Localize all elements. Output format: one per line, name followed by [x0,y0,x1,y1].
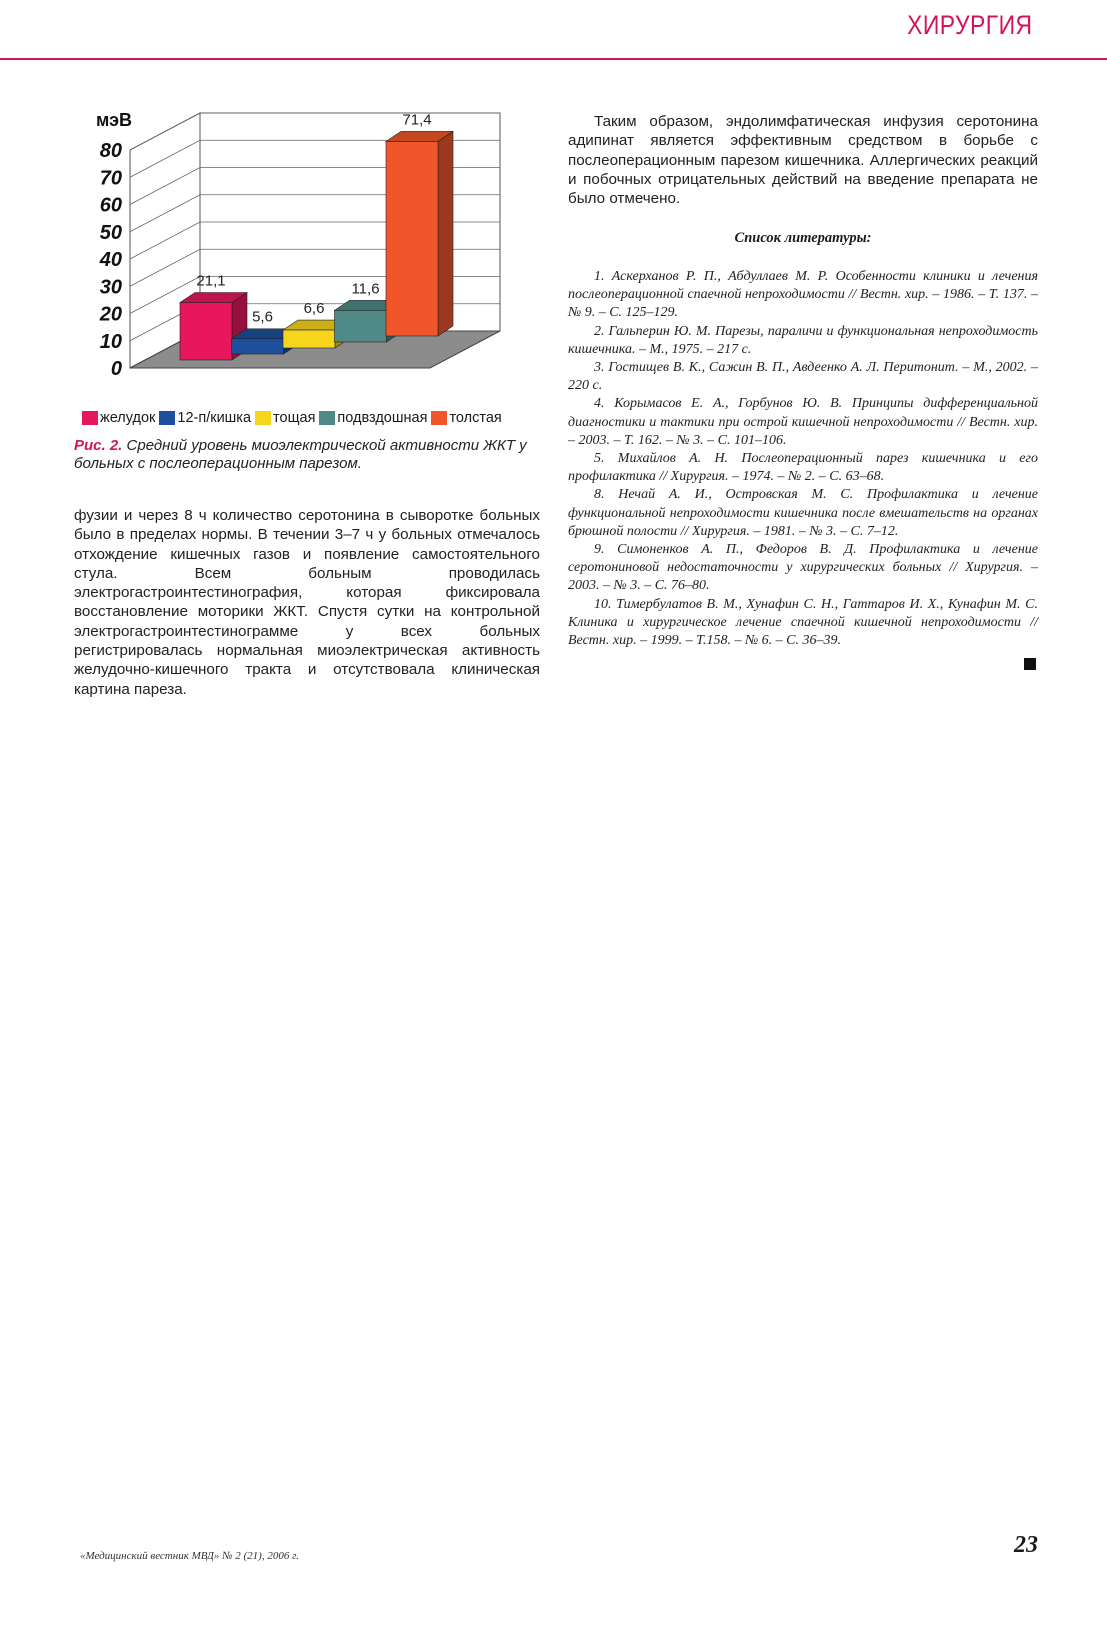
bar-value-label: 71,4 [402,111,432,129]
reference-item: 3. Гостищев В. К., Сажин В. П., Авдеенко А. Л. Перитонит. – М., 2002. – 220 с. [568,360,1038,394]
bar-value-label: 6,6 [303,300,325,318]
bar-chart [70,110,540,405]
reference-item: 8. Нечай А. И., Островская М. С. Профилактика и лечение функциональной непроходимости кишечника после вмешательств на органах брюшной полости // Хирургия. – 1981. – № 3. – С. 7–12. [568,487,1038,539]
legend-label: тощая [273,410,316,426]
bar-front [232,339,284,354]
y-tick-label: 20 [99,303,122,326]
page-number: 23 [1014,1532,1038,1558]
figure-caption-text: Средний уровень миоэлектрической активности ЖКТ у больных с послеоперационным парезом. [74,437,527,472]
legend-swatch [319,411,335,425]
legend-item [319,410,427,426]
legend-label: подвздошная [337,410,428,426]
legend-label: толстая [449,410,502,426]
y-tick-label: 60 [99,194,122,217]
figure-caption [74,437,550,473]
footer-journal: «Медицинский вестник МВД» № 2 (21), 2006 г. [80,1550,299,1562]
header-rule [0,58,1107,60]
y-tick-label: 40 [99,249,122,271]
bar-side [438,131,453,336]
legend-item [82,410,155,426]
reference-item: 10. Тимербулатов В. М., Хунафин С. Н., Гаттаров И. Х., Кунафин М. С. Клиника и хирургическое лечение спаечной кишечной непроходимости // Вестн. хир. – 1999. – Т.158. – № 6. – С. 36–39. [568,596,1038,649]
bar-value-label: 11,6 [351,280,380,298]
legend-label: 12-п/кишка [177,410,252,426]
references-list [568,268,1038,650]
y-tick-label: 70 [99,167,122,190]
left-column-paragraph: фузии и через 8 ч количество серотонина в сыворотке больных было в пределах нормы. В течении 3–7 ч у больных отмечалось отхождение кишечных газов и появление самостоятельного стула. Всем больным проводилась электрогастроинтестинография, которая фиксировала восстановление моторики ЖКТ. Спустя сутки на контрольной электрогастроинтестинограмме у всех больных регистрировалась нормальная миоэлектрическая активность желудочно-кишечного тракта и отсутствовала клиническая картина пареза. [74,507,540,698]
legend-item [431,410,501,426]
end-of-article-mark [1024,658,1036,670]
legend-swatch [255,411,271,425]
y-tick-label: 0 [110,358,122,380]
bar-value-label: 21,1 [196,272,226,290]
reference-item: 4. Корымасов Е. А., Горбунов Ю. В. Принципы дифференциальной диагностики и тактики при острой кишечной непроходимости // Вестн. хир. – 2003. – Т. 162. – № 3. – С. 101–106. [568,396,1038,448]
chart-legend [82,410,506,426]
bar-front [386,141,438,336]
section-title: ХИРУРГИЯ [907,10,1033,40]
bar-value-label: 5,6 [252,308,273,326]
reference-item: 5. Михайлов А. Н. Послеоперационный парез кишечника и его профилактика // Хирургия. – 1974. – № 2. – С. 63–68. [568,451,1038,485]
references-title: Список литературы: [734,230,872,246]
legend-swatch [159,411,175,425]
reference-item: 2. Гальперин Ю. М. Парезы, параличи и функциональная непроходимость кишечника. – М., 1975. – 217 с. [568,323,1038,357]
y-tick-label: 30 [99,276,122,299]
bar-front [335,310,387,342]
y-tick-label: 80 [99,140,122,162]
reference-item: 9. Симоненков А. П., Федоров В. Д. Профилактика и лечение серотониновой недостаточности у хирургических больных // Хирургия. – 2003. – № 3. – С. 76–80. [568,542,1038,594]
y-tick-label: 10 [99,330,122,353]
right-column-paragraph: Таким образом, эндолимфатическая инфузия серотонина адипинат является эффективным средством в борьбе с послеоперационным парезом кишечника. Аллергических реакций и побочных отрицательных действий на введение препарата не было отмечено. [568,113,1038,208]
y-axis-title: мэВ [96,110,133,130]
legend-item [159,410,251,426]
reference-item: 1. Аскерханов Р. П., Абдуллаев М. Р. Особенности клиники и лечения послеоперационной спаечной непроходимости // Вестн. хир. – 1986. – Т. 137. – № 9. – С. 125–129. [568,269,1038,321]
bar-front [283,330,335,348]
y-tick-label: 50 [99,221,122,244]
legend-swatch [82,411,98,425]
legend-swatch [431,411,447,425]
legend-item [255,410,315,426]
legend-label: желудок [100,410,156,426]
figure-label: Рис. 2. [74,437,123,454]
bar-front [180,303,232,360]
